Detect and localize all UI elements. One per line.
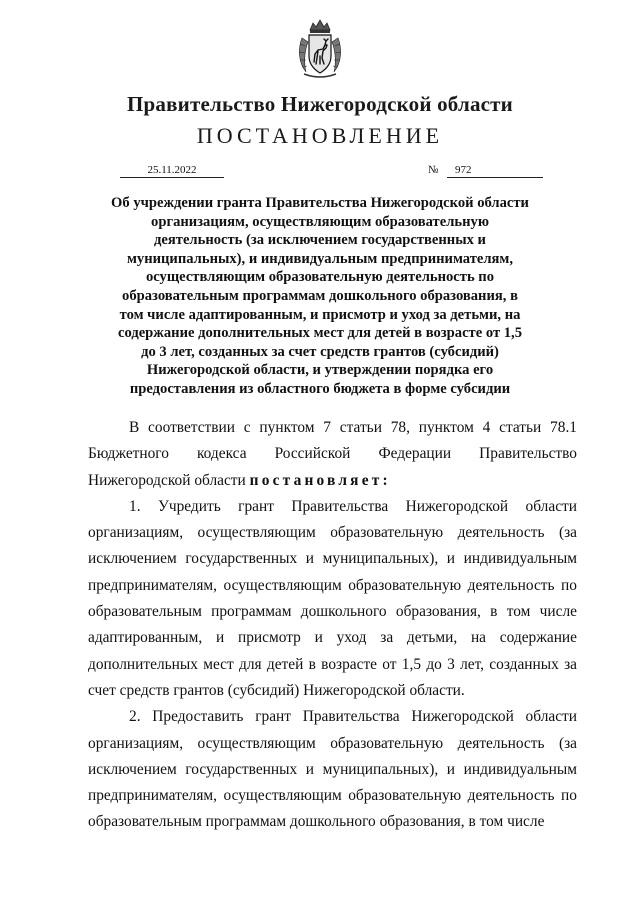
document-title: Об учреждении гранта Правительства Нижегородской области организациям, осуществляющим образовательную деятельность (за исключением государственных и муниципальных), и индивидуальным предпринимателям, осуществляющим образовательную деятельность по образовательным программам дошкольного образования, в том числе адаптированным, и присмотр и уход за детьми, на содержание дополнительных мест для детей в возрасте от 1,5 до 3 лет, созданных за счет средств грантов (субсидий) Нижегородской области, и утверждении порядка его предоставления из областного бюджета в форме субсидии [111,195,529,397]
item-2-paragraph: 2. Предоставить грант Правительства Нижегородской области организациям, осуществляющим образовательную деятельность (за исключением государственных и муниципальных), и индивидуальным предпринимателям, осуществляющим образовательную деятельность по образовательным программам дошкольного образования, в том числе [88,708,577,831]
number-sign: № [428,164,439,176]
document-number: 972 [447,164,543,178]
document-body [88,415,577,836]
document-type: ПОСТАНОВЛЕНИЕ [196,123,444,148]
item-1-paragraph: 1. Учредить грант Правительства Нижегородской области организациям, осуществляющим образовательную деятельность (за исключением государственных и муниципальных), и индивидуальным предпринимателям, осуществляющим образовательную деятельность по образовательным программам дошкольного образования, в том числе адаптированным, и присмотр и уход за детьми, на содержание дополнительных мест для детей в возрасте от 1,5 до 3 лет, созданных за счет средств грантов (субсидий) Нижегородской области. [88,497,577,699]
document-date: 25.11.2022 [120,164,224,178]
coat-of-arms-icon [296,18,344,80]
preamble-paragraph [88,415,577,494]
government-name: Правительство Нижегородской области [127,92,513,116]
preamble-text: В соответствии с пунктом 7 статьи 78, пунктом 4 статьи 78.1 Бюджетного кодекса Российской Федерации Правительство Нижегородской области [88,419,577,489]
resolves-word: постановляет: [249,471,391,489]
